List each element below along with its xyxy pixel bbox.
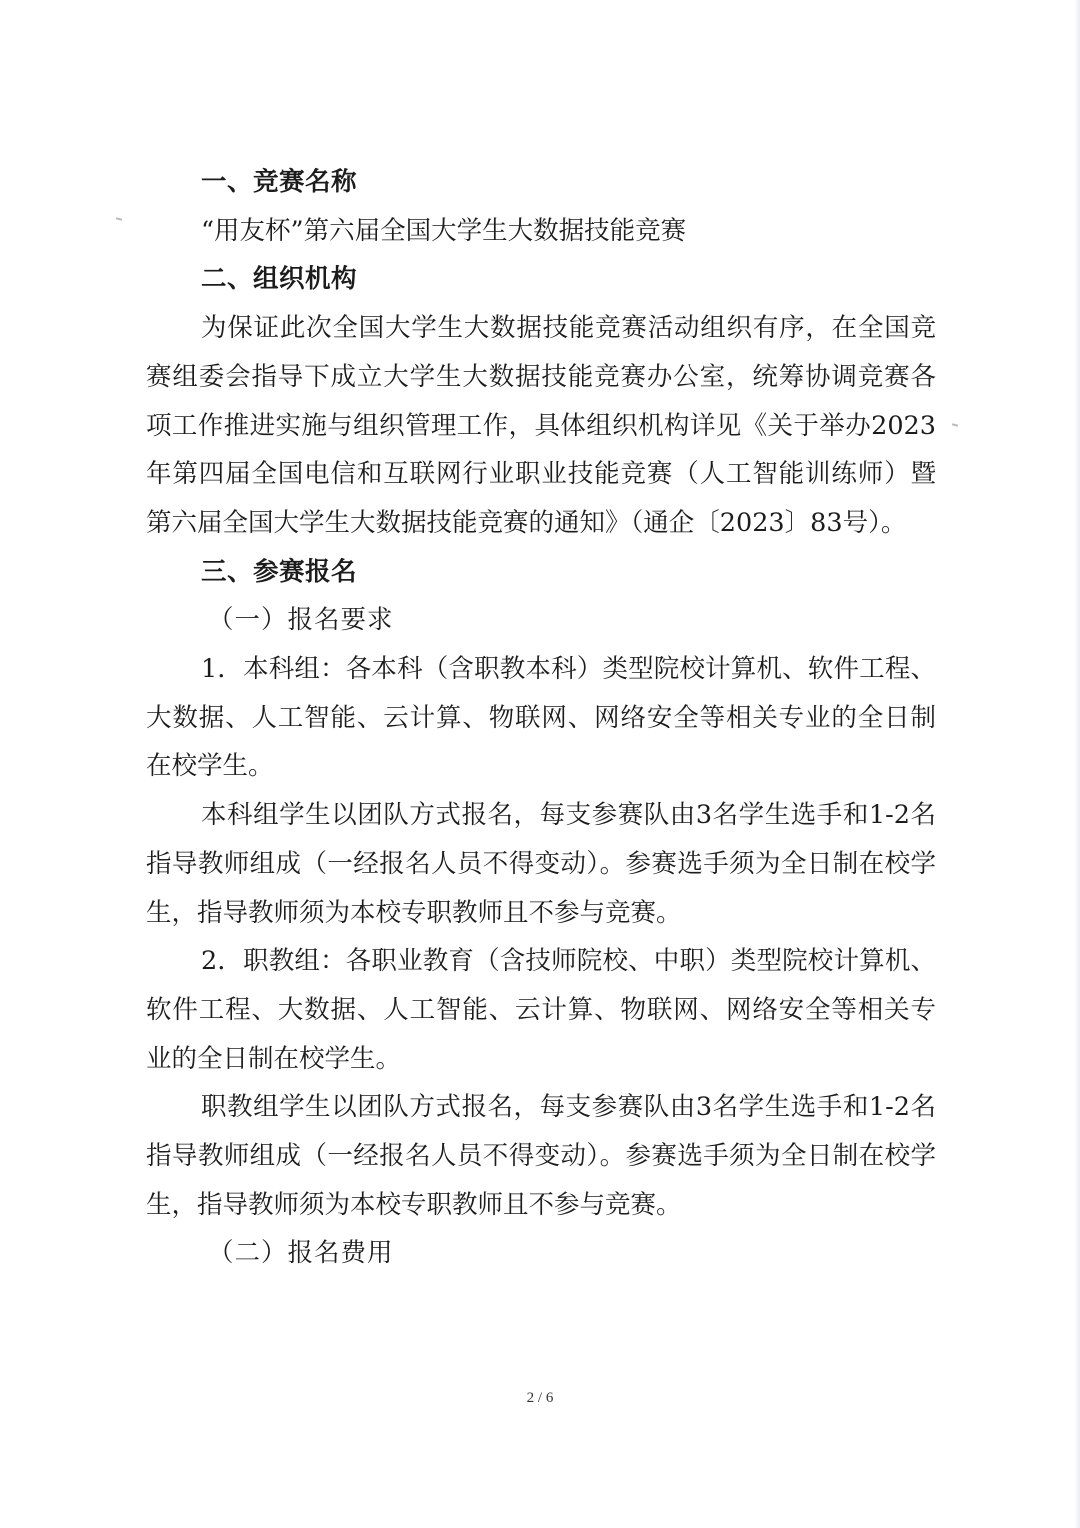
section-heading-registration: 三、参赛报名 (201, 556, 358, 587)
page-number: 2 / 6 (526, 1390, 554, 1406)
organization-paragraph: 为保证此次全国大学生大数据技能竞赛活动组织有序，在全国竞赛组委会指导下成立大学生大数据技能竞赛办公室，统筹协调竞赛各项工作推进实施与组织管理工作，具体组织机构详见《关于举办2023年第四届全国电信和互联网行业职业技能竞赛（人工智能训练师）暨第六届全国大学生大数据技能竞赛的通知》（通企〔2023〕83号）。 (146, 313, 936, 538)
document-body (146, 158, 936, 1278)
vocational-eligibility-paragraph: 2．职教组：各职业教育（含技师院校、中职）类型院校计算机、软件工程、大数据、人工智能、云计算、物联网、网络安全等相关专业的全日制在校学生。 (146, 946, 936, 1074)
scan-speck (952, 423, 958, 426)
subheading-registration-fees: （二）报名费用 (208, 1238, 394, 1269)
undergraduate-eligibility-paragraph: 1．本科组：各本科（含职教本科）类型院校计算机、软件工程、大数据、人工智能、云计算、物联网、网络安全等相关专业的全日制在校学生。 (146, 654, 936, 782)
scan-speck (116, 217, 122, 220)
section-heading-organization: 二、组织机构 (201, 264, 358, 295)
vocational-team-paragraph: 职教组学生以团队方式报名，每支参赛队由3名学生选手和1-2名指导教师组成（一经报名人员不得变动）。参赛选手须为全日制在校学生，指导教师须为本校专职教师且不参与竞赛。 (146, 1092, 936, 1220)
undergraduate-team-paragraph: 本科组学生以团队方式报名，每支参赛队由3名学生选手和1-2名指导教师组成（一经报名人员不得变动）。参赛选手须为全日制在校学生，指导教师须为本校专职教师且不参与竞赛。 (146, 800, 936, 928)
section-heading-competition-name: 一、竞赛名称 (201, 167, 358, 197)
scan-edge (1074, 0, 1080, 1528)
competition-name-text: “用友杯”第六届全国大学生大数据技能竞赛 (201, 215, 687, 246)
subheading-registration-requirements: （一）报名要求 (208, 605, 394, 636)
